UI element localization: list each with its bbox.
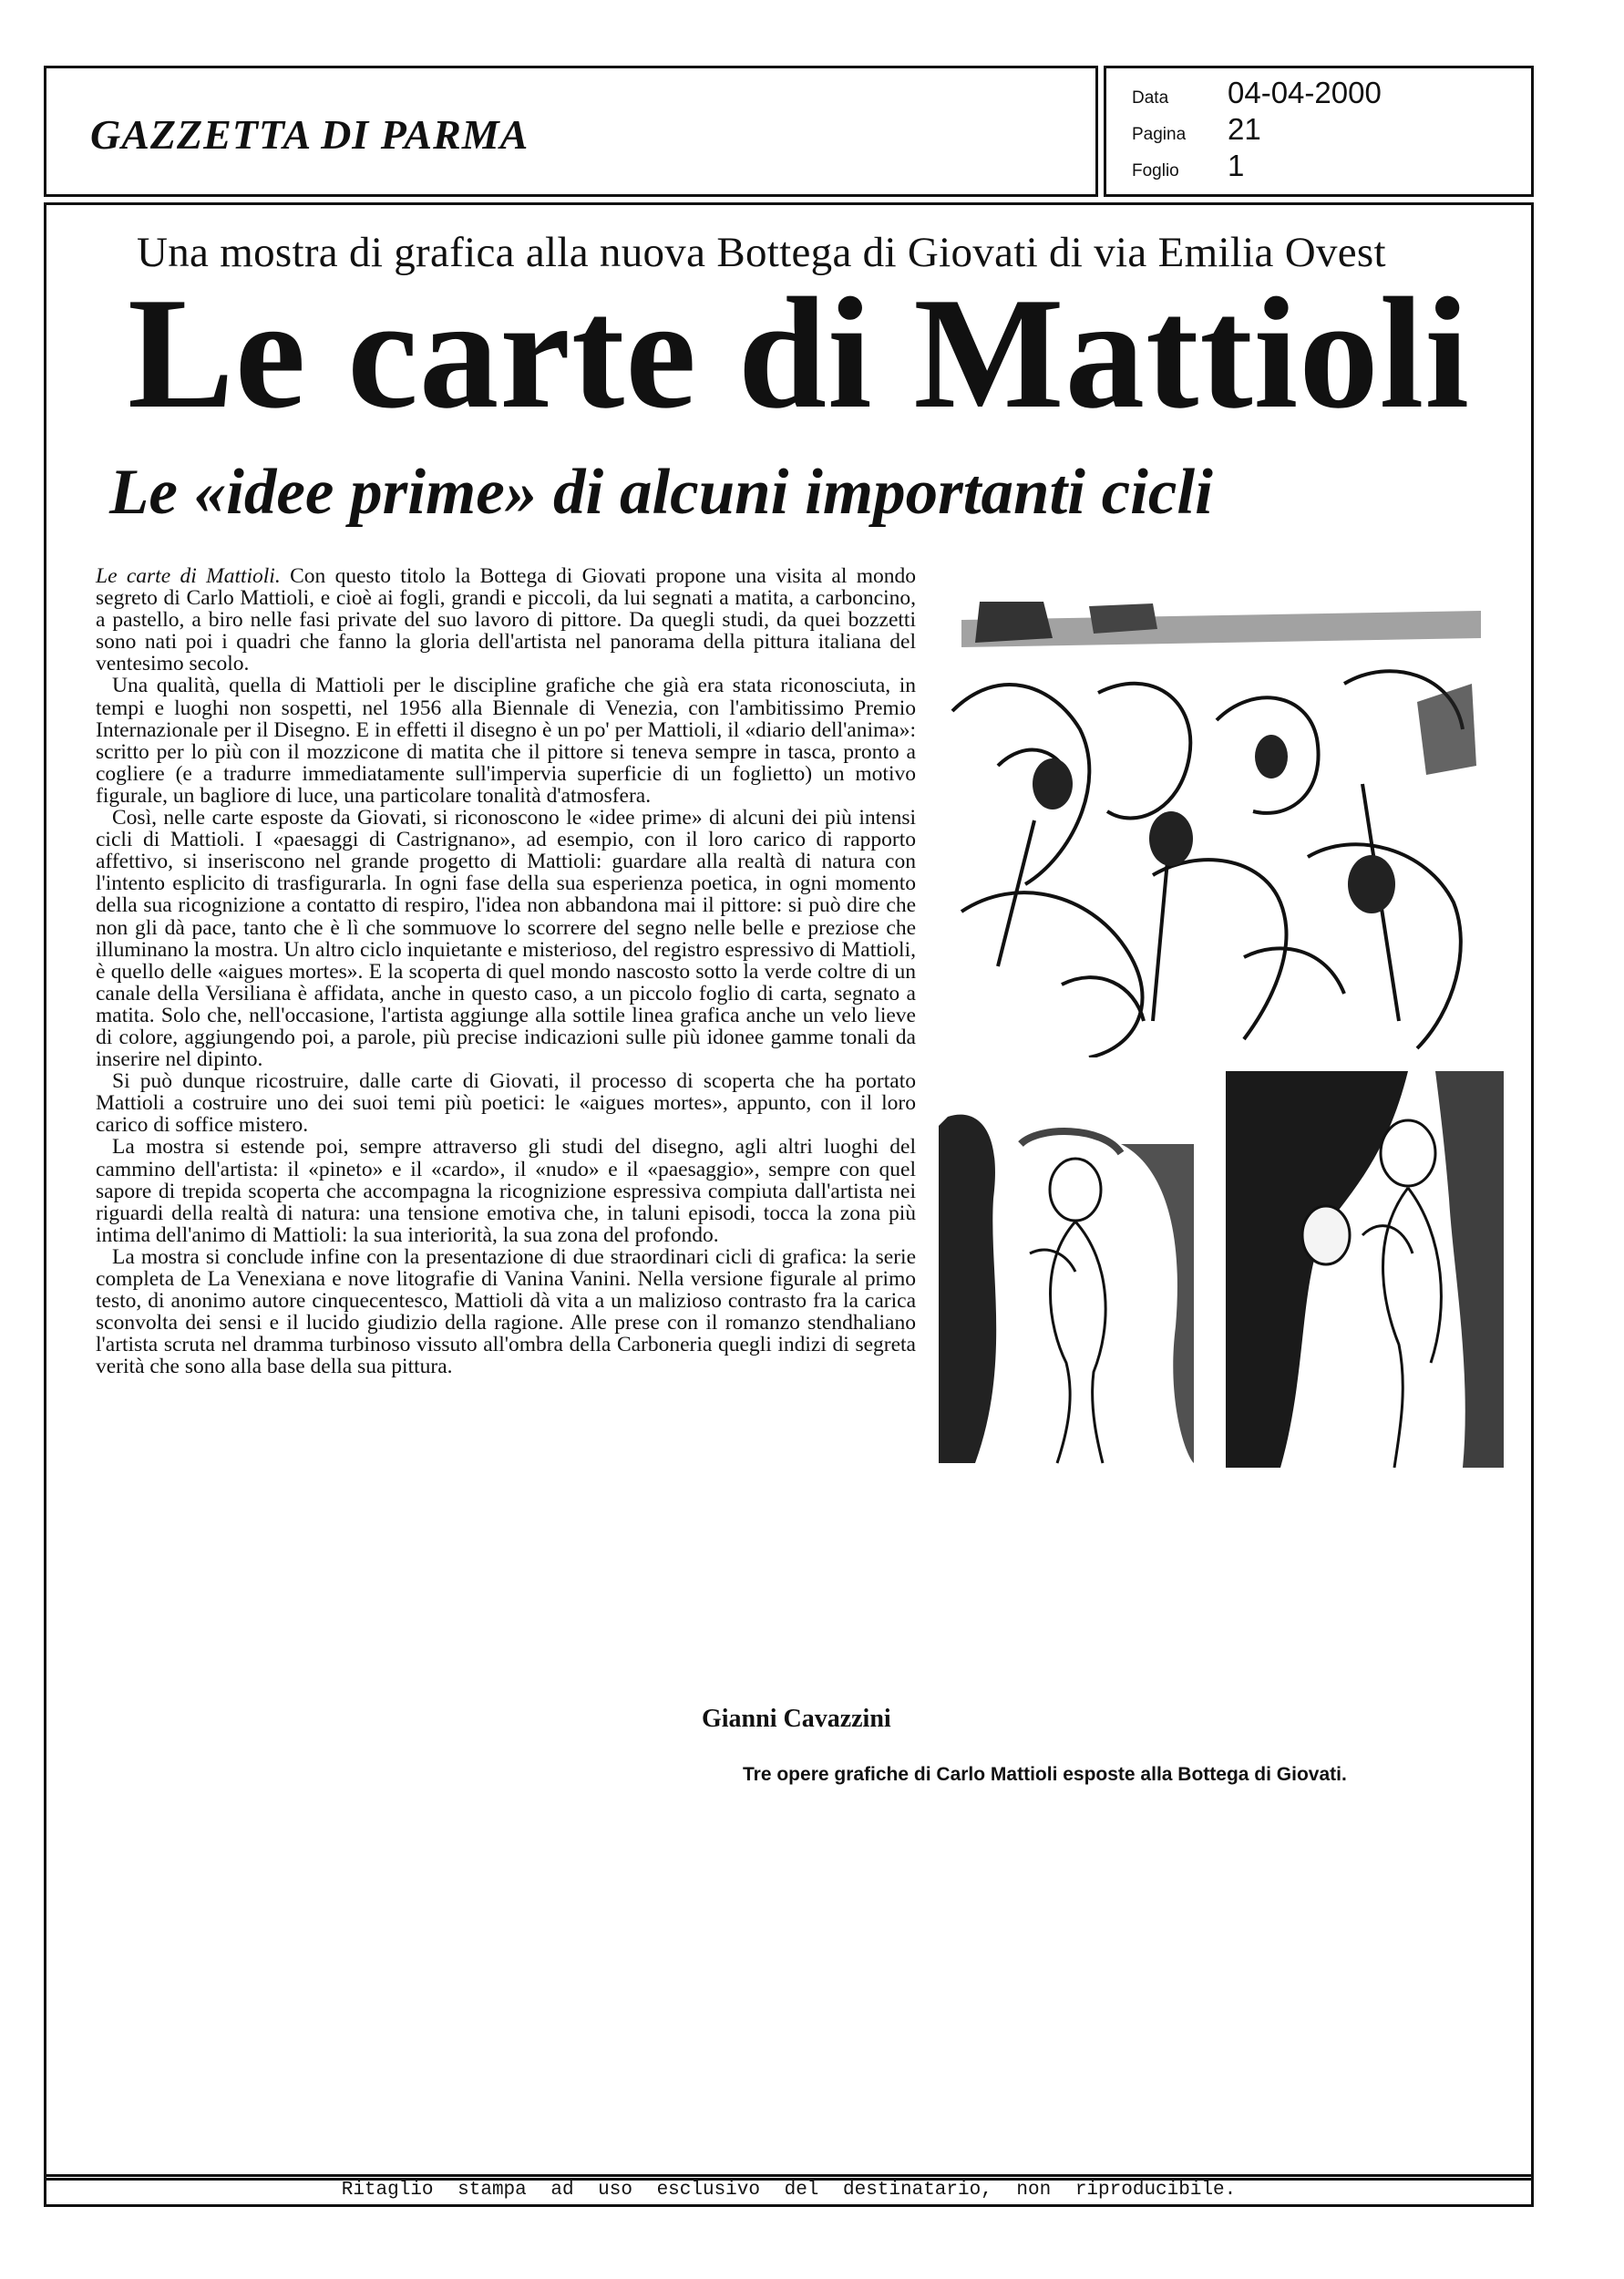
article-subhead: Le «idee prime» di alcuni importanti cicli xyxy=(109,457,1213,528)
meta-page-value: 21 xyxy=(1228,112,1261,146)
masthead-box xyxy=(44,66,1098,197)
article-paragraph: Così, nelle carte esposte da Giovati, si riconoscono le «idee prime» di alcuni dei più intensi cicli di Mattioli. I «paesaggi di Castrignano», ad esempio, con il loro carico di rapporto affettivo, si inseriscono nel grande progetto di Mattioli: guardare alla realtà di natura con l'intento esplicito di trasfigurarla. In ogni fase della sua esperienza poetica, in ogni momento della sua ricognizione a contatto di respiro, l'idea non abbandona mai il pittore: si può dire che non gli dà pace, tanto che è lì che sommuove lo scorrere del segno nelle belle e preziose che illuminano la mostra. Un altro ciclo inquietante e misterioso, del registro espressivo di Mattioli, è quello delle «aigues mortes». E la scoperta di quel mondo nascosto sotto la verde coltre di un canale della Versiliana è affidata, anche in questo caso, a un piccolo foglio di carta, segnato a matita. Solo che, nell'occasione, l'artista aggiunge alla sottile linea grafica anche un velo lieve di colore, aggiungendo poi, a parole, più precise indicazioni sulle più idonee gamme tonali da inserire nel dipinto. xyxy=(96,806,916,1072)
masthead: GAZZETTA DI PARMA xyxy=(90,111,529,158)
article-headline: Le carte di Mattioli xyxy=(128,264,1470,441)
artwork-figure-left xyxy=(939,1089,1194,1472)
figure-right-drawing xyxy=(1226,1071,1504,1468)
image-caption: Tre opere grafiche di Carlo Mattioli esposte alla Bottega di Giovati. xyxy=(743,1764,1347,1785)
artwork-figure-right xyxy=(1226,1071,1504,1468)
crowd-sketch-drawing xyxy=(943,583,1481,1057)
footer-notice: Ritaglio stampa ad uso esclusivo del destinatario, non riproducibile. xyxy=(341,2180,1237,2201)
article-paragraph: La mostra si conclude infine con la presentazione di due straordinari cicli di grafica: la serie completa de La Venexiana e nove litografie di Vanina Vanini. Nella versione figurale al primo testo, di anonimo autore cinquecentesco, Mattioli dà vita a un malizioso contrasto fra la carica sconvolta dei sensi e il lucido giudizio della ragione. Alle prese con il romanzo stendhaliano l'artista scruta nel dramma turbinoso vissuto all'ombra della Carboneria quegli indizi di segreta verità che sono alla base della sua pittura. xyxy=(96,1244,916,1379)
meta-sheet-value: 1 xyxy=(1228,149,1245,182)
meta-date-value: 04-04-2000 xyxy=(1228,76,1382,109)
meta-sheet-label: Foglio xyxy=(1132,161,1179,180)
meta-date-label: Data xyxy=(1132,88,1169,108)
artwork-crowd-sketch xyxy=(943,583,1481,1057)
article-byline: Gianni Cavazzini xyxy=(702,1705,891,1733)
lead-title: Le carte di Mattioli. xyxy=(96,564,281,588)
footer-box xyxy=(44,2174,1534,2207)
article-paragraph: La mostra si estende poi, sempre attraverso gli studi del disegno, agli altri luoghi del cammino dell'artista: il «pineto» e il «cardo», il «nudo» e il «paesaggio», sempre con quel sapore di trepida scoperta che accompagna la ricognizione espressiva compiuta dall'artista nei riguardi della realtà di natura: una tensione emotiva che, in taluni episodi, tocca la zona più intima dell'animo di Mattioli: la sua interiorità, la sua zona del profondo. xyxy=(96,1135,916,1247)
article-paragraph: Una qualità, quella di Mattioli per le discipline grafiche che già era stata riconosciuta, in tempi e luoghi non sospetti, nel 1956 alla Biennale di Venezia, con l'ambitissimo Premio Internazionale per il Disegno. E in effetti il disegno è un po' per Mattioli, il «diario dell'anima»: scritto per lo più con il mozzicone di matita che il pittore si teneva sempre in tasca, pronto a cogliere (e a tradurre immediatamente sull'impervia superficie di un foglietto) un motivo figurale, un bagliore di luce, una particolare tonalità d'atmosfera. xyxy=(96,674,916,808)
article-overline: Una mostra di grafica alla nuova Bottega di Giovati di via Emilia Ovest xyxy=(137,229,1386,276)
meta-date xyxy=(1132,76,1382,110)
article-body xyxy=(96,565,916,1377)
meta-box xyxy=(1104,66,1534,197)
meta-page xyxy=(1132,112,1261,147)
article-paragraph: Si può dunque ricostruire, dalle carte di Giovati, il processo di scoperta che ha portato Mattioli a costruire uno dei suoi temi più poetici: le «aigues mortes», appunto, con il loro carico di soffice mistero. xyxy=(96,1069,916,1138)
figure-left-drawing xyxy=(939,1089,1194,1472)
article-paragraph xyxy=(96,565,916,675)
meta-page-label: Pagina xyxy=(1132,125,1187,144)
meta-sheet xyxy=(1132,149,1244,183)
paragraph-text: Con questo titolo la Bottega di Giovati propone una visita al mondo segreto di Carlo Mattioli, e cioè ai fogli, grandi e piccoli, da lui segnati a matita, a carboncino, a pastello, a biro nelle fasi private del suo lavoro di pittore. Da quegli studi, da quei bozzetti sono nati poi i quadri che fanno la gloria dell'artista nel panorama della pittura italiana del ventesimo secolo. xyxy=(96,564,916,676)
